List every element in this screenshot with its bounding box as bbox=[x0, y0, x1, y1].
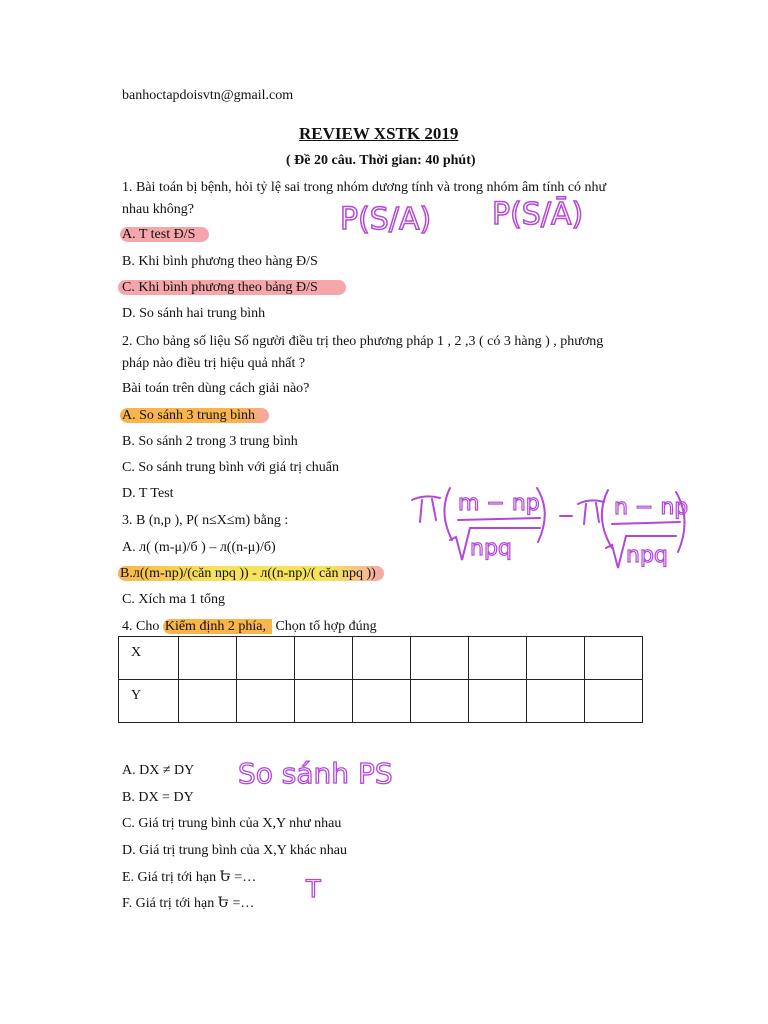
q2-option-d: D. T Test bbox=[122, 486, 174, 501]
handwritten-formula bbox=[412, 488, 688, 568]
q1-option-d: D. So sánh hai trung bình bbox=[122, 306, 266, 321]
q4-highlight: Kiểm định 2 phía, bbox=[163, 619, 272, 634]
q4-suffix: Chọn tổ hợp đúng bbox=[271, 619, 377, 634]
q4-prefix: 4. Cho bbox=[122, 619, 163, 634]
handwritten-p-s-not-a: P(S/Ā) bbox=[492, 197, 584, 232]
handwritten-p-s-a: P(S/A) bbox=[340, 202, 432, 237]
page-title: REVIEW XSTK 2019 bbox=[299, 124, 459, 143]
q4-option-d: D. Giá trị trung bình của X,Y khác nhau bbox=[122, 843, 347, 858]
q4-option-f: F. Giá trị tới hạn Ե =… bbox=[122, 896, 255, 911]
handwritten-so-sanh-ps: So sánh PS bbox=[238, 757, 393, 790]
q4-option-c: C. Giá trị trung bình của X,Y như nhau bbox=[122, 816, 342, 831]
handwritten-t: T bbox=[306, 875, 321, 903]
q2-option-b: B. So sánh 2 trong 3 trung bình bbox=[122, 434, 298, 449]
q1-option-a: A. T test Đ/S bbox=[120, 227, 209, 242]
q2-option-c: C. So sánh trung bình với giá trị chuẩn bbox=[122, 460, 339, 475]
email-header: banhoctapdoisvtn@gmail.com bbox=[122, 88, 294, 103]
page-subtitle: ( Đề 20 câu. Thời gian: 40 phút) bbox=[286, 153, 476, 168]
q4-option-b: B. DX = DY bbox=[122, 790, 194, 805]
q3-option-b: B.л((m-np)/(căn npq )) - л((n-np)/( căn npq )) bbox=[118, 566, 384, 581]
q1-option-b: B. Khi bình phương theo hàng Đ/S bbox=[122, 254, 318, 269]
formula-denominator-2: npq bbox=[626, 543, 668, 568]
q2-option-a: A. So sánh 3 trung bình bbox=[120, 408, 269, 423]
q1-text-line1: 1. Bài toán bị bệnh, hỏi tỷ lệ sai trong nhóm dương tính và trong nhóm âm tính có như bbox=[122, 180, 607, 195]
row-label-y: Y bbox=[119, 680, 179, 723]
formula-numerator-1: m − np bbox=[458, 491, 540, 516]
formula-numerator-2: n − np bbox=[614, 495, 689, 520]
q2-text-line3: Bài toán trên dùng cách giải nào? bbox=[122, 381, 310, 396]
row-label-x: X bbox=[119, 637, 179, 680]
q1-text-line2: nhau không? bbox=[122, 202, 194, 217]
q3-option-a: A. л( (m-μ)/б ) – л((n-μ)/б) bbox=[122, 540, 276, 555]
q3-option-c: C. Xích ma 1 tổng bbox=[122, 592, 226, 607]
q4-option-e: E. Giá trị tới hạn Ե =… bbox=[122, 870, 257, 885]
q2-text-line2: pháp nào điều trị hiệu quả nhất ? bbox=[122, 356, 306, 371]
q1-option-c: C. Khi bình phương theo bảng Đ/S bbox=[118, 280, 346, 295]
q2-text-line1: 2. Cho bảng số liệu Số người điều trị theo phương pháp 1 , 2 ,3 ( có 3 hàng ) , phương bbox=[122, 334, 604, 349]
q3-text: 3. B (n,p ), P( n≤X≤m) bằng : bbox=[122, 513, 289, 528]
q4-option-a: A. DX ≠ DY bbox=[122, 763, 195, 778]
formula-denominator-1: npq bbox=[470, 536, 512, 561]
